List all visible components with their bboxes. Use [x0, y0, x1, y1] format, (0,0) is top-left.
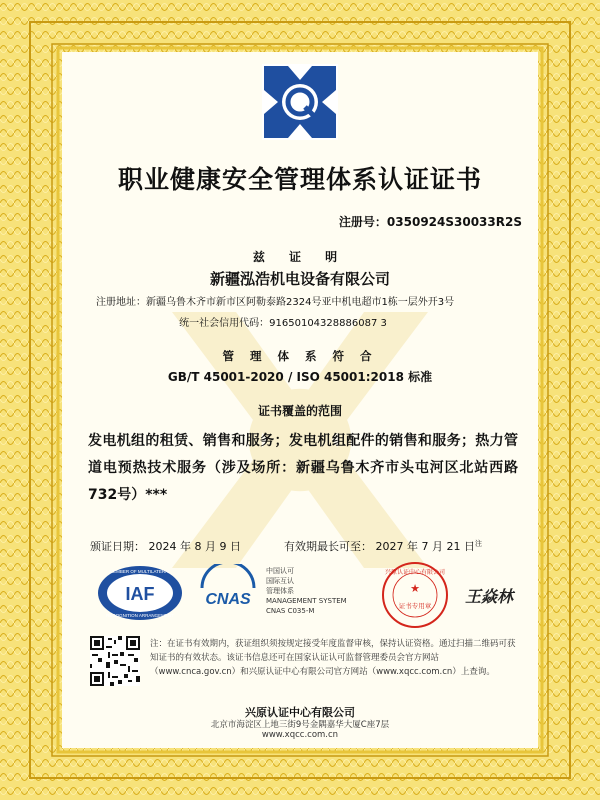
- scope-text: 发电机组的租赁、销售和服务；发电机组配件的销售和服务；热力管道电预热技术服务（涉及场所：新疆乌鲁木齐市头屯河区北站西路732号）***: [88, 433, 518, 503]
- cnas-caption: [266, 566, 347, 616]
- certificate-note: 注：在证书有效期内，获证组织须按规定接受年度监督审核，保持认证资格。通过扫描二维码可获知证书的有效状态。该证书信息还可在国家认证认可监督管理委员会官方网站（www.cnca.gov.cn）和兴原认证中心有限公司官方网站（www.xqcc.com.cn）上查询。: [150, 639, 516, 677]
- issuer-address: 北京市海淀区上地三街9号金隅嘉华大厦C座7层: [210, 720, 390, 730]
- issuer-name: 兴原认证中心有限公司: [245, 706, 355, 719]
- seal-center-text: 证书专用章: [398, 602, 432, 610]
- seal-star-icon: ★: [410, 582, 420, 595]
- registered-address: 注册地址：新疆乌鲁木齐市新市区阿勒泰路2324号亚中机电超市1栋一层外开3号: [96, 297, 455, 308]
- credit-code: 统一社会信用代码：91650104328886087 3: [179, 318, 387, 329]
- accreditation-marks: [90, 560, 514, 628]
- cnas-line: 管理体系: [266, 587, 294, 595]
- scope-title: 证书覆盖的范围: [257, 404, 342, 418]
- valid-until: [284, 538, 482, 554]
- iaf-letters: IAF: [125, 584, 155, 604]
- iaf-ring-bottom: RECOGNITION ARRANGEMENT: [106, 613, 174, 618]
- conform-label: 管 理 体 系 符 合: [222, 349, 378, 363]
- issue-date: 颁证日期： 2024 年 8 月 9 日: [90, 540, 241, 553]
- cnas-line: MANAGEMENT SYSTEM: [266, 597, 347, 605]
- cnas-letters: CNAS: [205, 591, 251, 608]
- iaf-logo-icon: [96, 564, 184, 622]
- standard: GB/T 45001-2020 / ISO 45001:2018 标准: [167, 370, 433, 384]
- certificate-title: 职业健康安全管理体系认证证书: [117, 165, 482, 194]
- seal-ring-text: 兴原认证中心有限公司: [384, 569, 446, 576]
- valid-until-text: 有效期最长可至： 2027 年 7 月 21 日: [284, 540, 475, 553]
- cnas-line: 国际互认: [266, 577, 294, 585]
- valid-until-mark: 注: [474, 539, 482, 548]
- qr-code-icon: [90, 636, 140, 686]
- iaf-ring-top: MEMBER OF MULTILATERAL: [109, 569, 171, 574]
- official-seal: [380, 560, 450, 630]
- signature: [462, 578, 516, 612]
- certify-label: 兹 证 明: [252, 250, 348, 264]
- cnas-line: CNAS C035-M: [266, 607, 315, 615]
- issuer-website: www.xqcc.com.cn: [261, 730, 339, 740]
- company-name: 新疆泓浩机电设备有限公司: [209, 270, 390, 288]
- registration-number: 注册号：0350924S30033R2S: [338, 215, 522, 229]
- xqcc-logo-icon: [262, 64, 338, 140]
- cnas-logo-icon: [196, 564, 260, 622]
- signature-text: 王焱林: [464, 587, 514, 606]
- cnas-line: 中国认可: [266, 567, 294, 575]
